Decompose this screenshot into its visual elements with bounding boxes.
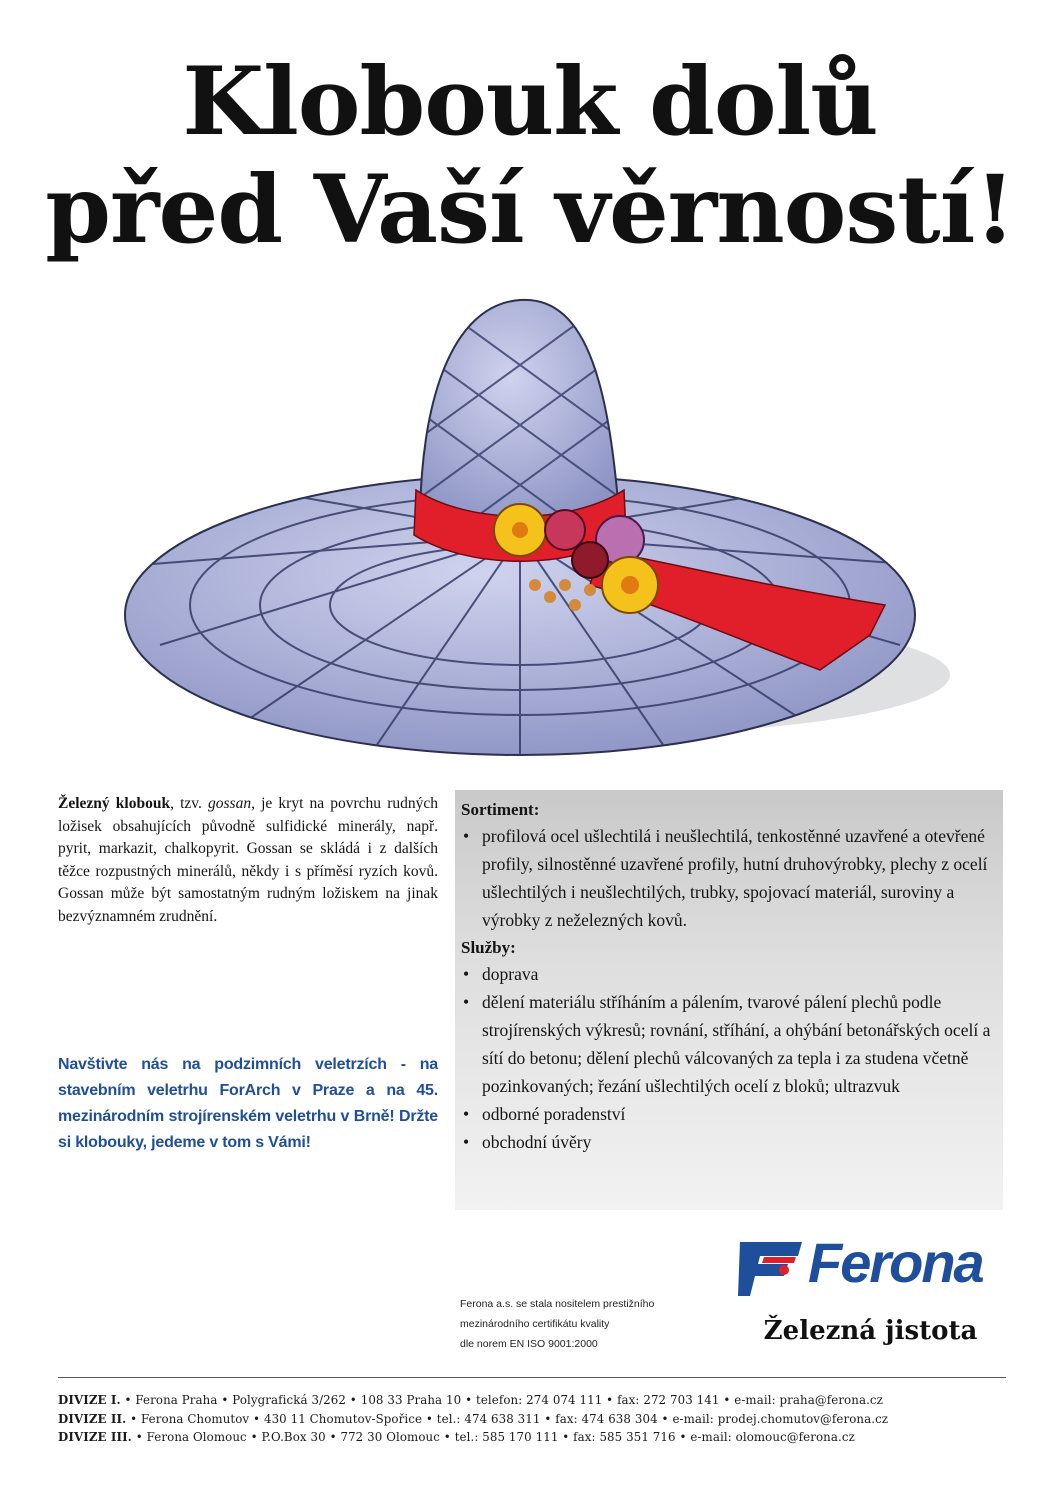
certificate-line-2: mezinárodního certifikátu kvality xyxy=(460,1318,610,1330)
intro-term-alt: gossan xyxy=(208,795,252,812)
footer-divider xyxy=(58,1377,1006,1378)
intro-term: Železný klobouk xyxy=(58,795,171,812)
footer-contacts xyxy=(58,1391,1006,1447)
division-details: • Ferona Chomutov • 430 11 Chomutov-Spořice • tel.: 474 638 311 • fax: 474 638 304 • e-mail: prodej.chomutov@ferona.cz xyxy=(126,1411,889,1426)
sluzby-item: • obchodní úvěry xyxy=(461,1128,997,1156)
sluzby-heading: Služby: xyxy=(461,938,516,957)
division-label: DIVIZE I. xyxy=(58,1393,121,1407)
ferona-logo-mark-icon xyxy=(738,1236,808,1300)
sortiment-heading: Sortiment: xyxy=(461,800,540,819)
intro-paragraph xyxy=(58,793,438,928)
division-details: • Ferona Praha • Polygrafická 3/262 • 108 33 Praha 10 • telefon: 274 074 111 • fax: 272 703 141 • e-mail: praha@ferona.cz xyxy=(120,1393,883,1407)
footer-division-row xyxy=(58,1391,1006,1410)
footer-division-row xyxy=(58,1428,1006,1447)
sluzby-item: • dělení materiálu stříháním a pálením, tvarové pálení plechů podle strojírenských výkresů; rovnání, stříhání, a ohýbání betonářských ocelí a sítí do betonu; dělení plechů válcovaných za tepla i za studena včetně pozinkovaných; řezání ušlechtilých ocelí z bloků; ultrazvuk xyxy=(461,988,997,1100)
certificate-note xyxy=(460,1294,720,1354)
ferona-logo xyxy=(738,1231,1003,1300)
services-panel xyxy=(455,790,1003,1210)
intro-text-connector: , tzv. xyxy=(170,795,209,812)
brand-tagline: Železná jistota xyxy=(763,1316,978,1346)
sluzby-list xyxy=(461,960,997,1156)
footer-division-row xyxy=(58,1410,1006,1429)
sluzby-item: • doprava xyxy=(461,960,997,988)
hat-illustration xyxy=(120,285,960,765)
headline xyxy=(0,48,1060,264)
sluzby-item: • odborné poradenství xyxy=(461,1100,997,1128)
certificate-line-1: Ferona a.s. se stala nositelem prestižního xyxy=(460,1298,655,1310)
certificate-line-3: dle norem EN ISO 9001:2000 xyxy=(460,1338,598,1350)
intro-body: , je kryt na povrchu rudných ložisek obsahujících původně sulfidické minerály, např. pyrit, markazit, chalkopyrit. Gossan se skládá i z dalších těžce rozpustných minerálů, někdy i s příměsí ryzích kovů. Gossan může být samostatným rudným ložiskem na jinak bezvýznamném zrudnění. xyxy=(58,795,438,925)
sortiment-list xyxy=(461,822,997,934)
division-label: DIVIZE III. xyxy=(58,1430,132,1444)
headline-line-1: Klobouk dolů xyxy=(182,47,878,157)
promo-text: Navštivte nás na podzimních veletrzích - na stavebním veletrhu ForArch v Praze a na 45. mezinárodním strojírenském veletrhu v Brně! Držte si klobouky, jedeme v tom s Vámi! xyxy=(58,1056,438,1151)
headline-line-2: před Vaší věrností! xyxy=(45,155,1015,265)
division-details: • Ferona Olomouc • P.O.Box 30 • 772 30 Olomouc • tel.: 585 170 111 • fax: 585 351 716 • e-mail: olomouc@ferona.cz xyxy=(131,1430,855,1444)
ferona-wordmark: Ferona xyxy=(808,1231,983,1294)
sortiment-item: • profilová ocel ušlechtilá i neušlechtilá, tenkostěnné uzavřené a otevřené profily, silnostěnné uzavřené profily, hutní druhovýrobky, plechy z ocelí ušlechtilých i neušlechtilých, trubky, spojovací materiál, suroviny a výrobky z neželezných kovů. xyxy=(461,822,997,934)
division-label: DIVIZE II. xyxy=(58,1411,127,1426)
